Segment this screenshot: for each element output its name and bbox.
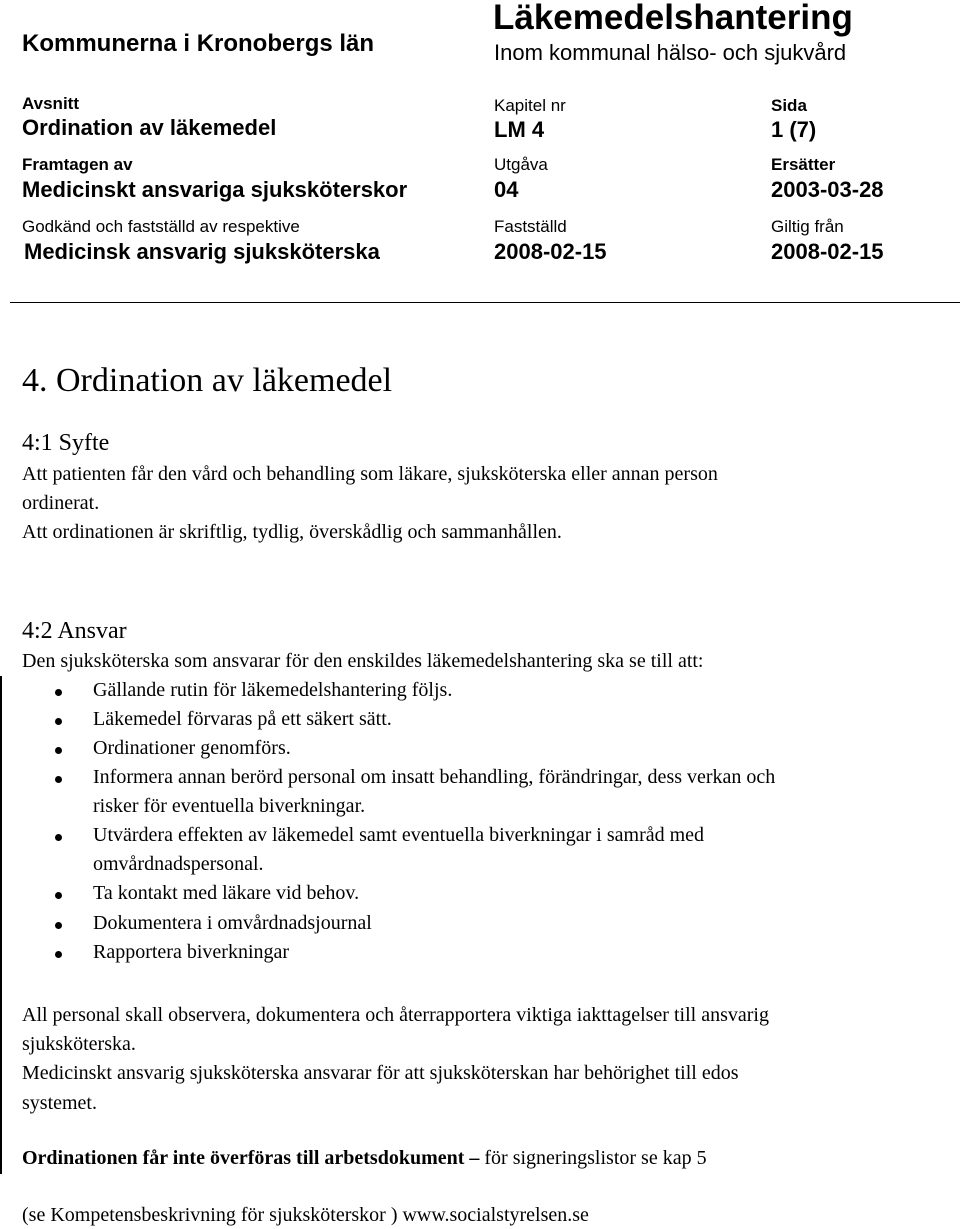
paragraph-line: sjuksköterska. xyxy=(22,1033,136,1055)
bullet-icon xyxy=(55,951,62,958)
note-bold-text: Ordinationen får inte överföras till arbetsdokument – xyxy=(22,1147,480,1169)
list-item: Informera annan berörd personal om insatt behandling, förändringar, dess verkan och xyxy=(93,766,776,788)
organization-name: Kommunerna i Kronobergs län xyxy=(22,30,375,57)
list-item: Gällande rutin för läkemedelshantering följs. xyxy=(93,679,453,701)
godkand-value: Medicinsk ansvarig sjuksköterska xyxy=(24,239,380,264)
list-item: Rapportera biverkningar xyxy=(93,941,290,963)
sida-label: Sida xyxy=(771,96,807,115)
list-item: Dokumentera i omvårdnadsjournal xyxy=(93,912,372,934)
syfte-text-line: Att patienten får den vård och behandling som läkare, sjuksköterska eller annan person xyxy=(22,463,718,485)
list-item: Läkemedel förvaras på ett säkert sätt. xyxy=(93,708,392,730)
framtagen-label: Framtagen av xyxy=(22,155,133,174)
margin-bar xyxy=(0,676,2,1174)
note-line xyxy=(22,1147,707,1170)
ersatter-value: 2003-03-28 xyxy=(771,177,884,202)
paragraph-line: Medicinskt ansvarig sjuksköterska ansvarar för att sjuksköterskan har behörighet till edos xyxy=(22,1062,739,1084)
faststalld-label: Fastställd xyxy=(494,217,567,236)
paragraph-line: systemet. xyxy=(22,1092,97,1114)
list-item: Utvärdera effekten av läkemedel samt eventuella biverkningar i samråd med xyxy=(93,824,705,846)
kapitel-value: LM 4 xyxy=(494,117,545,142)
faststalld-value: 2008-02-15 xyxy=(494,239,607,264)
bullet-icon xyxy=(55,834,62,841)
sida-value: 1 (7) xyxy=(771,117,817,142)
ansvar-heading: 4:2 Ansvar xyxy=(22,618,127,644)
document-title: Läkemedelshantering xyxy=(493,0,853,37)
header-divider xyxy=(10,302,960,303)
bullet-icon xyxy=(55,747,62,754)
list-item: Ordinationer genomförs. xyxy=(93,737,291,759)
utgava-label: Utgåva xyxy=(494,155,548,174)
section-heading: 4. Ordination av läkemedel xyxy=(22,362,393,399)
syfte-text-line: Att ordinationen är skriftlig, tydlig, överskådlig och sammanhållen. xyxy=(22,521,562,543)
giltig-value: 2008-02-15 xyxy=(771,239,884,264)
list-item: Ta kontakt med läkare vid behov. xyxy=(93,882,360,904)
bullet-icon xyxy=(55,922,62,929)
note-text: för signeringslistor se kap 5 xyxy=(479,1147,707,1169)
kapitel-label: Kapitel nr xyxy=(494,96,566,115)
framtagen-value: Medicinskt ansvariga sjuksköterskor xyxy=(22,177,408,202)
ersatter-label: Ersätter xyxy=(771,155,836,174)
bullet-icon xyxy=(55,689,62,696)
giltig-label: Giltig från xyxy=(771,217,844,236)
bullet-icon xyxy=(55,776,62,783)
syfte-text-line: ordinerat. xyxy=(22,492,100,514)
avsnitt-label: Avsnitt xyxy=(22,94,79,113)
bullet-icon xyxy=(55,718,62,725)
syfte-heading: 4:1 Syfte xyxy=(22,430,110,456)
document-subtitle: Inom kommunal hälso- och sjukvård xyxy=(494,40,847,65)
list-item-continuation: omvårdnadspersonal. xyxy=(93,853,264,875)
bullet-icon xyxy=(55,892,62,899)
list-item-continuation: risker för eventuella biverkningar. xyxy=(93,795,366,817)
reference-line: (se Kompetensbeskrivning för sjuksköterskor ) www.socialstyrelsen.se xyxy=(22,1204,589,1226)
godkand-label: Godkänd och fastställd av respektive xyxy=(22,217,300,236)
utgava-value: 04 xyxy=(494,177,519,202)
ansvar-intro: Den sjuksköterska som ansvarar för den enskildes läkemedelshantering ska se till att: xyxy=(22,650,704,672)
avsnitt-value: Ordination av läkemedel xyxy=(22,115,277,140)
paragraph-line: All personal skall observera, dokumentera och återrapportera viktiga iakttagelser till ansvarig xyxy=(22,1004,769,1026)
